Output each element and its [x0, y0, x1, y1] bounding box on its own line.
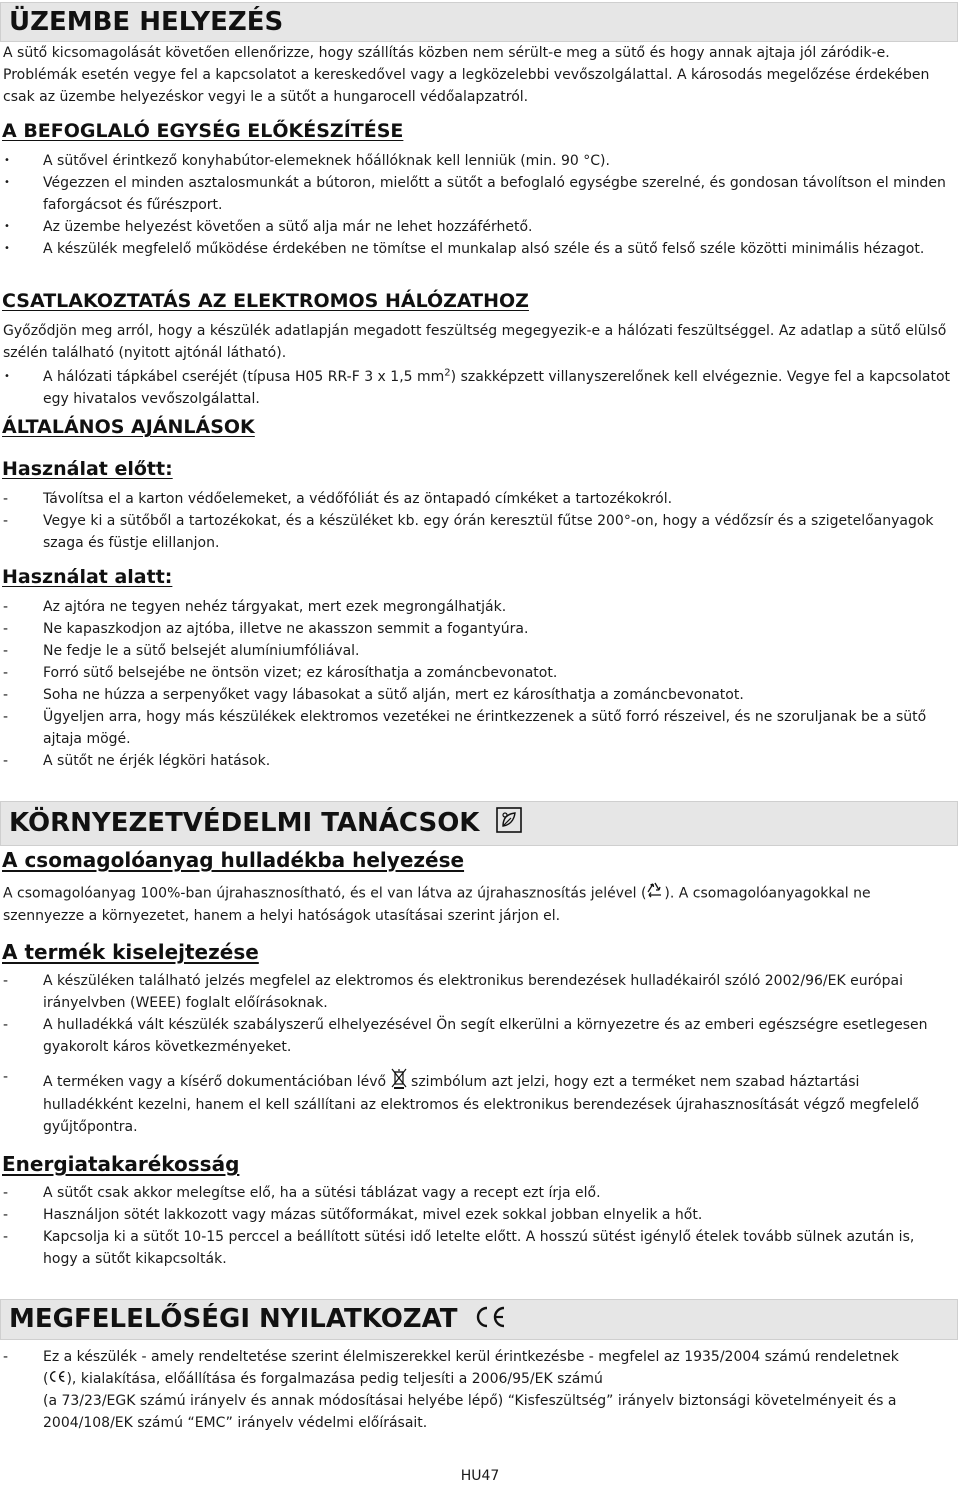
section-title-text: KÖRNYEZETVÉDELMI TANÁCSOK — [9, 808, 480, 838]
list-item-continued — [3, 1390, 953, 1434]
page-number: HU47 — [460, 1468, 500, 1484]
list-item — [3, 150, 953, 172]
list-item-text: Ez a készülék - amely rendeltetése szerint élelmiszerekkel kerül érintkezésbe - megfelel az 1935/2004 számú rendeletnek — [43, 1349, 899, 1365]
list-item-text — [43, 366, 953, 410]
subsection-energy: Energiatakarékosság — [2, 1152, 240, 1176]
list-item-text: A hulladékká vált készülék szabályszerű elhelyezésével Ön segít elkerülni a környezetre és az emberi egészségre esetlegesen gyakorolt káros következményeket. — [43, 1017, 928, 1055]
dash-marker: - — [3, 709, 9, 725]
subsection-disposal: A termék kiselejtezése — [2, 940, 259, 964]
list-item-continued — [3, 1368, 953, 1390]
cable-text-b: ) szakképzett villanyszerelőnek kell elvégeznie. Vegye fel a kapcsolatot egy hivatalos vevőszolgálattal. — [43, 369, 951, 407]
list-item — [3, 488, 953, 510]
bullet-marker: • — [4, 371, 10, 382]
dash-marker: - — [3, 1069, 9, 1085]
list-item — [3, 216, 953, 238]
list-item-text: Ügyeljen arra, hogy más készülékek elektromos vezetékei ne érintkezzenek a sütő forró részeivel, és ne szoruljanak be a sütő ajtaja mögé. — [43, 709, 927, 747]
dash-marker: - — [3, 1207, 9, 1223]
list-item — [3, 684, 953, 706]
dash-marker: - — [3, 1017, 9, 1033]
dash-marker: - — [3, 513, 9, 529]
list-item-text: A sütőt ne érjék légköri hatások. — [43, 753, 271, 769]
ce-open-paren: ( — [43, 1371, 49, 1387]
dash-marker: - — [3, 621, 9, 637]
section-title-environment — [0, 801, 958, 846]
list-item — [3, 640, 953, 662]
bullet-marker: • — [4, 221, 10, 232]
list-item — [3, 706, 953, 750]
list-item — [3, 1226, 953, 1270]
dash-marker: - — [3, 665, 9, 681]
list-item-text: Használjon sötét lakkozott vagy mázas sütőformákat, mivel ezek sokkal jobban elnyelik a hőt. — [43, 1207, 703, 1223]
list-item-text: Az üzembe helyezést követően a sütő alja már ne lehet hozzáférhető. — [43, 219, 533, 235]
list-item-text: Soha ne húzza a serpenyőket vagy lábasokat a sütő alján, mert ez károsíthatja a zománcbevonatot. — [43, 687, 744, 703]
list-item — [3, 618, 953, 640]
section-title-text: ÜZEMBE HELYEZÉS — [9, 7, 284, 37]
section-title-electrical: CSATLAKOZTATÁS AZ ELEKTROMOS HÁLÓZATHOZ — [2, 290, 529, 312]
bullet-marker: • — [4, 155, 10, 166]
list-item-text: A sütőt csak akkor melegítse elő, ha a sütési táblázat vagy a recept ezt írja elő. — [43, 1185, 601, 1201]
list-item-text: Ne kapaszkodjon az ajtóba, illetve ne akasszon semmit a fogantyúra. — [43, 621, 529, 637]
section-title-conformity — [0, 1299, 958, 1340]
list-item-text: A sütővel érintkező konyhabútor-elemeknek hőállóknak kell lenniük (min. 90 °C). — [43, 153, 610, 169]
list-item — [3, 172, 953, 216]
list-item — [3, 1014, 953, 1058]
list-item — [3, 1066, 953, 1097]
list-item-text: Az ajtóra ne tegyen nehéz tárgyakat, mert ezek megrongálhatják. — [43, 599, 507, 615]
list-item — [3, 366, 953, 410]
list-item — [3, 970, 953, 1014]
weee-text-a: A terméken vagy a kísérő dokumentációban lévő — [43, 1074, 387, 1090]
dash-marker: - — [3, 1185, 9, 1201]
crossed-bin-icon — [391, 1066, 407, 1097]
list-item — [3, 510, 953, 554]
weee-text-b: szimbólum azt jelzi, hogy ezt a terméket nem szabad háztartási — [411, 1074, 860, 1090]
recycle-icon — [646, 882, 664, 905]
list-item — [3, 1346, 953, 1368]
list-item-text: Távolítsa el a karton védőelemeket, a védőfóliát és az öntapadó címkéket a tartozékokról. — [43, 491, 673, 507]
list-item-text: (a 73/23/EGK számú irányelv és annak módosításai helyébe lépő) “Kisfeszültség” irányelv biztonsági követelményeit és a 2004/108/EK számú “EMC” irányelv védelmi előírásait. — [43, 1393, 897, 1431]
list-item-text: Forró sütő belsejébe ne öntsön vizet; ez károsíthatja a zománcbevonatot. — [43, 665, 558, 681]
bullet-marker: • — [4, 243, 10, 254]
environment-icon — [495, 806, 523, 841]
superscript: 2 — [444, 367, 451, 379]
list-item-text — [43, 1066, 953, 1097]
dash-marker: - — [3, 687, 9, 703]
list-item-text — [43, 1368, 953, 1390]
dash-marker: - — [3, 973, 9, 989]
section-title-text: MEGFELELŐSÉGI NYILATKOZAT — [9, 1304, 458, 1334]
list-item-text: Végezzen el minden asztalosmunkát a bútoron, mielőtt a sütőt a befoglaló egységbe szerelné, és gondosan távolítson el minden faforgácsot és fűrészport. — [43, 175, 946, 213]
list-item-continued — [3, 1094, 953, 1138]
list-item-text: Ne fedje le a sütő belsejét alumíniumfóliával. — [43, 643, 360, 659]
cable-text-a: A hálózati tápkábel cseréjét (típusa H05 RR-F 3 x 1,5 mm — [43, 369, 445, 385]
dash-marker: - — [3, 491, 9, 507]
dash-marker: - — [3, 1229, 9, 1245]
dash-marker: - — [3, 753, 9, 769]
subsection-before-use: Használat előtt: — [2, 458, 173, 480]
electrical-paragraph: Győződjön meg arról, hogy a készülék adatlapján megadott feszültség megegyezik-e a hálózati feszültséggel. Az adatlap a sütő elülső szélén található (nyitott ajtónál látható). — [3, 323, 947, 361]
list-item-text: A készülék megfelelő működése érdekében ne tömítse el munkalap alsó széle és a sütő felső széle közötti minimális hézagot. — [43, 241, 925, 257]
list-item-text: Kapcsolja ki a sütőt 10-15 perccel a beállított sütési idő letelte előtt. A hosszú sütést igénylő ételek tovább sülnek azután is, hogy a sütőt kikapcsolták. — [43, 1229, 915, 1267]
list-item-text: hulladékként kezelni, hanem el kell szállítani az elektromos és elektronikus berendezések újrahasznosítását végző megfelelő gyűjtőpontra. — [43, 1097, 920, 1135]
list-item — [3, 238, 953, 260]
list-item — [3, 662, 953, 684]
dash-marker: - — [3, 1349, 9, 1365]
installation-paragraph: A sütő kicsomagolását követően ellenőrizze, hogy szállítás közben nem sérült-e meg a sütő és hogy annak ajtaja jól záródik-e. Problémák esetén vegye fel a kapcsolatot a kereskedővel vagy a legközelebbi vevőszolgálattal. A károsodás megelőzése érdekében csak az üzembe helyezéskor vegyi le a sütőt a hungarocell védőalapzatról. — [3, 45, 930, 105]
list-item — [3, 596, 953, 618]
ce-text: ), kialakítása, előállítása és forgalmazása pedig teljesíti a 2006/95/EK számú — [66, 1371, 603, 1387]
packaging-text-a: A csomagolóanyag 100%-ban újrahasznosítható, és el van látva az újrahasznosítás jelével ( — [3, 885, 647, 902]
dash-marker: - — [3, 599, 9, 615]
list-item-text: A készüléken található jelzés megfelel az elektromos és elektronikus berendezések hulladékairól szóló 2002/96/EK európai irányelvben (WEEE) foglalt előírásoknak. — [43, 973, 903, 1011]
section-title-preparation: A BEFOGLALÓ EGYSÉG ELŐKÉSZÍTÉSE — [2, 120, 404, 142]
dash-marker: - — [3, 643, 9, 659]
subsection-during-use: Használat alatt: — [2, 566, 173, 588]
section-title-installation — [0, 2, 958, 42]
packaging-paragraph — [3, 882, 955, 927]
ce-mark-icon — [473, 1305, 507, 1335]
list-item — [3, 1204, 953, 1226]
ce-mark-icon — [48, 1368, 66, 1390]
bullet-marker: • — [4, 177, 10, 188]
list-item — [3, 750, 953, 772]
section-title-general: ÁLTALÁNOS AJÁNLÁSOK — [2, 416, 255, 438]
list-item — [3, 1182, 953, 1204]
packaging-text-b: ). A csomagolóanyagokkal ne szennyezze a környezetet, hanem a helyi hatóságok utasításai szerint járjon el. — [3, 885, 871, 924]
list-item-text: Vegye ki a sütőből a tartozékokat, és a készüléket kb. egy órán keresztül fűtse 200°-on, hogy a védőzsír és a szigetelőanyagok szaga és füstje elillanjon. — [43, 513, 934, 551]
subsection-packaging: A csomagolóanyag hulladékba helyezése — [2, 848, 465, 872]
